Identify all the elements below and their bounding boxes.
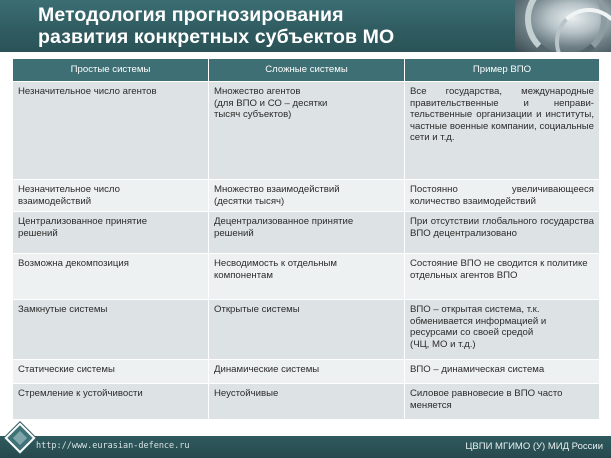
cell-example: Силовое равновесие в ВПО часто меняется (405, 384, 600, 420)
cell-simple: Незначительное число взаимодействий (13, 180, 209, 212)
table-row (13, 360, 600, 384)
cell-example: ВПО – динамическая система (405, 360, 600, 384)
column-header-example: Пример ВПО (405, 59, 600, 82)
cell-complex: Децентрализованное принятие решений (209, 212, 405, 254)
table-header-row (13, 59, 600, 82)
cell-complex: Динамические системы (209, 360, 405, 384)
slide-footer (0, 436, 611, 458)
table-row (13, 300, 600, 360)
cell-example: Все государства, международные правительственные и неправи- тельственные организации и институты, частные военные компании, социальные сети и т.д. (405, 82, 600, 180)
cell-complex: Открытые системы (209, 300, 405, 360)
cell-complex: Несводимость к отдельным компонентам (209, 254, 405, 300)
comparison-table (12, 59, 600, 420)
table-row (13, 254, 600, 300)
table-row (13, 180, 600, 212)
cell-example: Постоянно увеличивающееся количество взаимодействий (405, 180, 600, 212)
cell-example: ВПО – открытая система, т.к. обменивается информацией и ресурсами со своей средой (ЧЦ, МО и т.д.) (405, 300, 600, 360)
column-header-simple: Простые системы (13, 59, 209, 82)
cell-simple: Незначительное число агентов (13, 82, 209, 180)
table-row (13, 212, 600, 254)
table-row (13, 82, 600, 180)
slide-title-line-1: Методология прогнозирования (38, 4, 344, 26)
cell-simple: Стремление к устойчивости (13, 384, 209, 420)
cell-complex: Множество взаимодействий (десятки тысяч) (209, 180, 405, 212)
cell-simple: Замкнутые системы (13, 300, 209, 360)
column-header-complex: Сложные системы (209, 59, 405, 82)
cell-example: Состояние ВПО не сводится к политике отдельных агентов ВПО (405, 254, 600, 300)
header-decorative-image (515, 0, 611, 52)
cell-complex: Неустойчивые (209, 384, 405, 420)
cell-simple: Статические системы (13, 360, 209, 384)
slide-title-line-2: развития конкретных субъектов МО (38, 26, 395, 48)
cell-simple: Централизованное принятие решений (13, 212, 209, 254)
slide-header (0, 0, 611, 52)
cell-complex: Множество агентов (для ВПО и СО – десятки тысяч субъектов) (209, 82, 405, 180)
footer-organization: ЦВПИ МГИМО (У) МИД России (465, 441, 603, 452)
table-row (13, 384, 600, 420)
footer-url-link[interactable]: http://www.eurasian-defence.ru (36, 441, 190, 451)
cell-example: При отсутствии глобального государства ВПО децентрализовано (405, 212, 600, 254)
slide-title (38, 4, 508, 48)
cell-simple: Возможна декомпозиция (13, 254, 209, 300)
header-divider (0, 52, 611, 56)
